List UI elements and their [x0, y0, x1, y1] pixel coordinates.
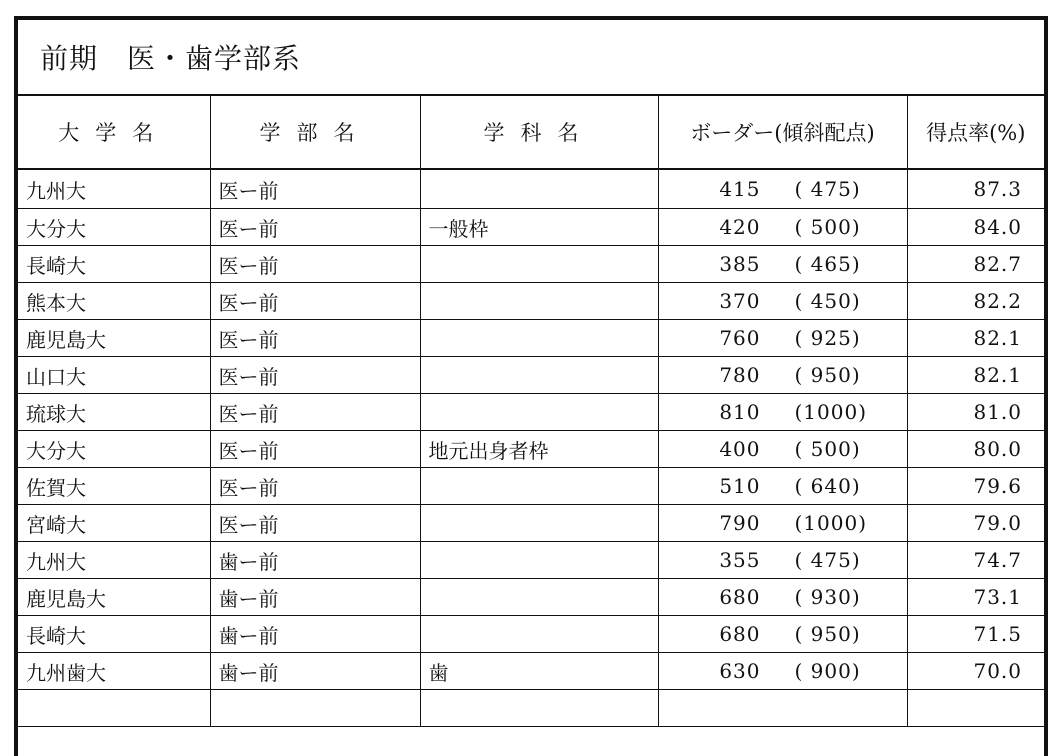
cell-score-rate: 84.0 — [907, 209, 1044, 246]
cell-score-rate: 74.7 — [907, 542, 1044, 579]
table-row — [18, 357, 1044, 394]
cell-faculty: 歯ー前 — [210, 653, 420, 690]
table-row — [18, 320, 1044, 357]
border-points: 680 — [719, 622, 761, 646]
table-row — [18, 394, 1044, 431]
border-points: 420 — [719, 215, 761, 239]
table-row — [18, 468, 1044, 505]
cell-border-score — [658, 209, 907, 246]
table-row — [18, 246, 1044, 283]
cell-university: 大分大 — [18, 209, 210, 246]
cell-score-rate: 71.5 — [907, 616, 1044, 653]
header-border-score: ボーダー(傾斜配点) — [658, 96, 907, 169]
cell-score-rate: 82.1 — [907, 320, 1044, 357]
border-points: 400 — [719, 437, 761, 461]
border-points: 370 — [719, 289, 761, 313]
cell-department — [420, 616, 658, 653]
cell-department — [420, 169, 658, 209]
cell-department — [420, 246, 658, 283]
cell-border-score — [658, 690, 907, 727]
table-title: 前期 医・歯学部系 — [18, 20, 1044, 96]
cell-faculty: 医ー前 — [210, 431, 420, 468]
cell-faculty: 医ー前 — [210, 357, 420, 394]
cell-score-rate: 82.7 — [907, 246, 1044, 283]
cell-border-score — [658, 579, 907, 616]
weighted-total: ( 900) — [794, 659, 861, 683]
cell-border-score — [658, 283, 907, 320]
table-row — [18, 616, 1044, 653]
cell-university: 鹿児島大 — [18, 579, 210, 616]
weighted-total: ( 500) — [794, 437, 861, 461]
cell-department — [420, 579, 658, 616]
cell-department — [420, 394, 658, 431]
cell-border-score — [658, 320, 907, 357]
header-faculty: 学部名 — [210, 96, 420, 169]
cell-score-rate: 70.0 — [907, 653, 1044, 690]
border-points: 810 — [719, 400, 761, 424]
score-table-sheet — [14, 16, 1048, 756]
weighted-total: ( 950) — [794, 363, 861, 387]
border-score-table — [18, 96, 1044, 727]
cell-faculty: 医ー前 — [210, 505, 420, 542]
cell-department — [420, 505, 658, 542]
cell-score-rate: 82.1 — [907, 357, 1044, 394]
cell-department — [420, 320, 658, 357]
cell-university: 山口大 — [18, 357, 210, 394]
cell-faculty: 医ー前 — [210, 468, 420, 505]
cell-score-rate: 82.2 — [907, 283, 1044, 320]
weighted-total: ( 925) — [794, 326, 861, 350]
cell-faculty: 医ー前 — [210, 246, 420, 283]
cell-department: 一般枠 — [420, 209, 658, 246]
cell-university: 琉球大 — [18, 394, 210, 431]
weighted-total: ( 450) — [794, 289, 861, 313]
cell-score-rate — [907, 690, 1044, 727]
border-points: 780 — [719, 363, 761, 387]
border-points: 415 — [719, 177, 761, 201]
cell-border-score — [658, 169, 907, 209]
cell-faculty: 医ー前 — [210, 209, 420, 246]
table-row — [18, 579, 1044, 616]
cell-faculty: 歯ー前 — [210, 542, 420, 579]
cell-border-score — [658, 357, 907, 394]
weighted-total: ( 475) — [794, 177, 861, 201]
cell-border-score — [658, 542, 907, 579]
weighted-total: (1000) — [794, 511, 868, 535]
cell-faculty: 医ー前 — [210, 394, 420, 431]
cell-border-score — [658, 246, 907, 283]
cell-department: 歯 — [420, 653, 658, 690]
header-score-rate: 得点率(%) — [907, 96, 1044, 169]
cell-score-rate: 87.3 — [907, 169, 1044, 209]
cell-university: 鹿児島大 — [18, 320, 210, 357]
cell-border-score — [658, 394, 907, 431]
cell-university: 佐賀大 — [18, 468, 210, 505]
border-points: 355 — [719, 548, 761, 572]
table-row — [18, 690, 1044, 727]
table-row — [18, 169, 1044, 209]
cell-border-score — [658, 505, 907, 542]
cell-score-rate: 79.6 — [907, 468, 1044, 505]
cell-department — [420, 283, 658, 320]
cell-university: 大分大 — [18, 431, 210, 468]
cell-faculty: 医ー前 — [210, 320, 420, 357]
cell-university: 九州大 — [18, 542, 210, 579]
cell-department — [420, 468, 658, 505]
cell-faculty: 歯ー前 — [210, 579, 420, 616]
cell-university: 熊本大 — [18, 283, 210, 320]
table-body — [18, 169, 1044, 727]
table-row — [18, 431, 1044, 468]
cell-faculty: 医ー前 — [210, 283, 420, 320]
cell-border-score — [658, 653, 907, 690]
cell-faculty: 医ー前 — [210, 169, 420, 209]
weighted-total: ( 640) — [794, 474, 861, 498]
cell-university: 九州歯大 — [18, 653, 210, 690]
cell-university — [18, 690, 210, 727]
cell-score-rate: 80.0 — [907, 431, 1044, 468]
cell-university: 長崎大 — [18, 616, 210, 653]
cell-department: 地元出身者枠 — [420, 431, 658, 468]
cell-department — [420, 690, 658, 727]
cell-department — [420, 357, 658, 394]
border-points: 790 — [719, 511, 761, 535]
cell-faculty: 歯ー前 — [210, 616, 420, 653]
weighted-total: ( 465) — [794, 252, 861, 276]
cell-score-rate: 81.0 — [907, 394, 1044, 431]
cell-border-score — [658, 468, 907, 505]
cell-faculty — [210, 690, 420, 727]
header-department: 学科名 — [420, 96, 658, 169]
border-points: 510 — [719, 474, 761, 498]
cell-university: 九州大 — [18, 169, 210, 209]
table-row — [18, 653, 1044, 690]
table-row — [18, 542, 1044, 579]
border-points: 680 — [719, 585, 761, 609]
cell-university: 宮崎大 — [18, 505, 210, 542]
border-points: 630 — [719, 659, 761, 683]
table-row — [18, 283, 1044, 320]
weighted-total: (1000) — [794, 400, 868, 424]
cell-border-score — [658, 431, 907, 468]
border-points: 385 — [719, 252, 761, 276]
weighted-total: ( 930) — [794, 585, 861, 609]
weighted-total: ( 950) — [794, 622, 861, 646]
weighted-total: ( 500) — [794, 215, 861, 239]
header-university: 大学名 — [18, 96, 210, 169]
table-row — [18, 505, 1044, 542]
cell-border-score — [658, 616, 907, 653]
cell-department — [420, 542, 658, 579]
cell-score-rate: 79.0 — [907, 505, 1044, 542]
weighted-total: ( 475) — [794, 548, 861, 572]
header-row — [18, 96, 1044, 169]
cell-score-rate: 73.1 — [907, 579, 1044, 616]
table-row — [18, 209, 1044, 246]
border-points: 760 — [719, 326, 761, 350]
cell-university: 長崎大 — [18, 246, 210, 283]
